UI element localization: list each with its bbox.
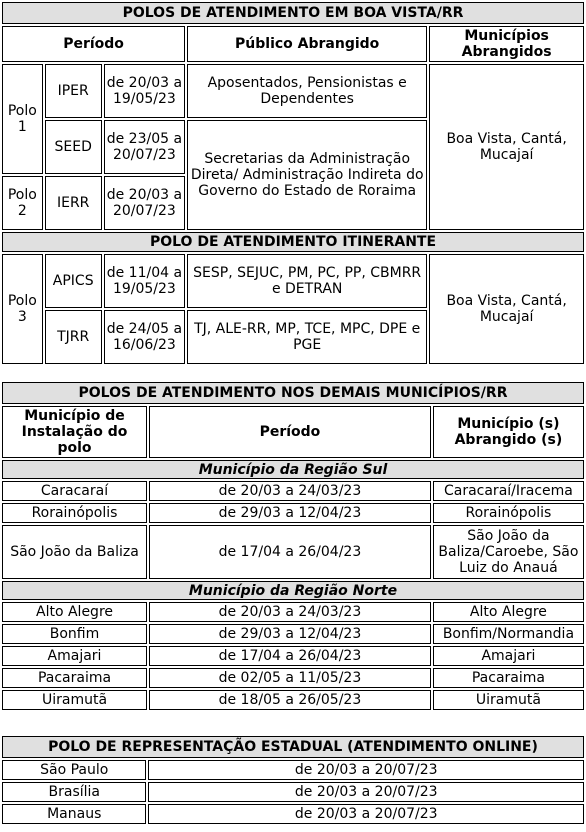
periodo-cell: de 17/04 a 26/04/23 [149,646,431,666]
municipio-cell: Rorainópolis [2,503,147,523]
publico-iper: Aposentados, Pensionistas e Dependentes [187,64,427,118]
local-cell: Manaus [2,804,146,824]
local-cell: São Paulo [2,760,146,780]
periodo-cell: de 02/05 a 11/05/23 [149,668,431,688]
publico-header: Público Abrangido [187,26,427,62]
municipio-cell: Alto Alegre [2,602,147,622]
orgao-tjrr: TJRR [45,310,102,364]
publico-tjrr: TJ, ALE-RR, MP, TCE, MPC, DPE e PGE [187,310,427,364]
periodo-cell: de 29/03 a 12/04/23 [149,503,431,523]
orgao-apics: APICS [45,254,102,308]
periodo-cell: de 20/03 a 20/07/23 [148,760,584,780]
polo-3-label: Polo 3 [2,254,43,364]
periodo-cell: de 20/03 a 24/03/23 [149,481,431,501]
polo-1-label: Polo 1 [2,64,43,174]
boa-vista-title: POLOS DE ATENDIMENTO EM BOA VISTA/RR [2,2,584,24]
municipio-cell: Pacaraima [2,668,147,688]
orgao-ierr: IERR [45,176,102,230]
estadual-table [0,734,586,826]
estadual-title: POLO DE REPRESENTAÇÃO ESTADUAL (ATENDIMENTO ONLINE) [2,736,584,758]
polo-2-label: Polo 2 [2,176,43,230]
itinerante-title: POLO DE ATENDIMENTO ITINERANTE [2,232,584,252]
abrangidos-cell: Caracaraí/Iracema [433,481,584,501]
abrangidos-cell: Pacaraima [433,668,584,688]
publico-apics: SESP, SEJUC, PM, PC, PP, CBMRR e DETRAN [187,254,427,308]
periodo-cell: de 18/05 a 26/05/23 [149,690,431,710]
municipios-itinerante: Boa Vista, Cantá, Mucajaí [429,254,584,364]
municipios-boa-vista: Boa Vista, Cantá, Mucajaí [429,64,584,230]
municipios-header: Municípios Abrangidos [429,26,584,62]
periodo-apics: de 11/04 a 19/05/23 [104,254,185,308]
periodo-cell: de 29/03 a 12/04/23 [149,624,431,644]
abrangidos-cell: Rorainópolis [433,503,584,523]
municipio-cell: Amajari [2,646,147,666]
publico-secretarias: Secretarias da Administração Direta/ Administração Indireta do Governo do Estado de Roraima [187,120,427,230]
periodo-header: Período [2,26,185,62]
abrangidos-cell: Uiramutã [433,690,584,710]
demais-title: POLOS DE ATENDIMENTO NOS DEMAIS MUNICÍPIOS/RR [2,382,584,404]
abrangidos-cell: Alto Alegre [433,602,584,622]
boa-vista-table [0,0,586,366]
municipio-cell: Bonfim [2,624,147,644]
local-cell: Brasília [2,782,146,802]
regiao-sul-title: Município da Região Sul [2,460,584,479]
abrangidos-header: Município (s) Abrangido (s) [433,406,584,458]
periodo-iper: de 20/03 a 19/05/23 [104,64,185,118]
municipio-header: Município de Instalação do polo [2,406,147,458]
municipio-cell: Uiramutã [2,690,147,710]
demais-municipios-table [0,380,586,712]
periodo-cell: de 20/03 a 24/03/23 [149,602,431,622]
periodo-cell: de 20/03 a 20/07/23 [148,804,584,824]
abrangidos-cell: São João da Baliza/Caroebe, São Luiz do Anauá [433,525,584,579]
periodo-cell: de 20/03 a 20/07/23 [148,782,584,802]
municipio-cell: São João da Baliza [2,525,147,579]
regiao-norte-title: Município da Região Norte [2,581,584,600]
periodo-cell: de 17/04 a 26/04/23 [149,525,431,579]
orgao-seed: SEED [45,120,102,174]
periodo-seed: de 23/05 a 20/07/23 [104,120,185,174]
abrangidos-cell: Amajari [433,646,584,666]
orgao-iper: IPER [45,64,102,118]
periodo-header-demais: Período [149,406,431,458]
abrangidos-cell: Bonfim/Normandia [433,624,584,644]
periodo-ierr: de 20/03 a 20/07/23 [104,176,185,230]
periodo-tjrr: de 24/05 a 16/06/23 [104,310,185,364]
municipio-cell: Caracaraí [2,481,147,501]
